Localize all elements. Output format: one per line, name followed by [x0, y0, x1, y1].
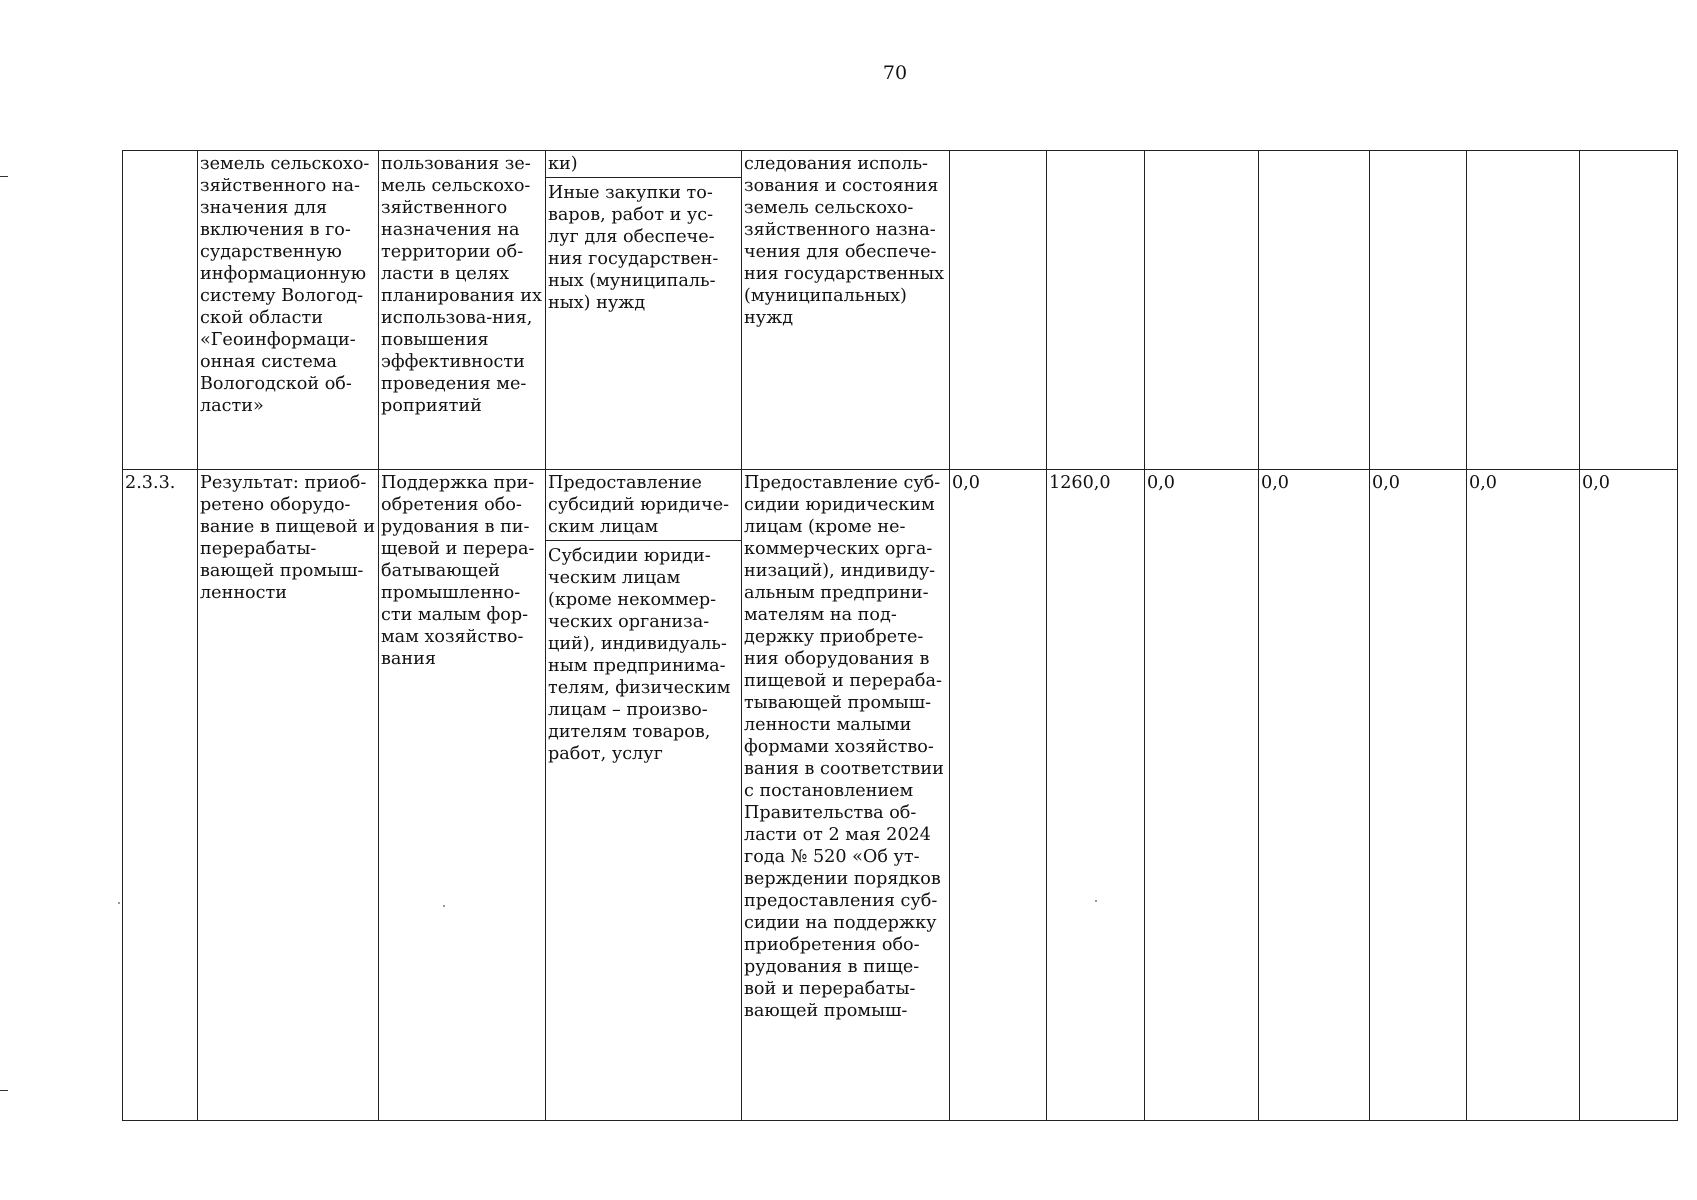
value-cell — [950, 151, 1047, 470]
expense-type-top: ки) — [546, 151, 741, 178]
expense-type-bottom: Иные закупки то-варов, работ и ус-луг для обеспече-ния государствен-ных (муниципаль-ных) нужд — [548, 183, 719, 313]
expense-type-top: Предоставление субсидий юридиче-ским лицам — [546, 470, 741, 541]
value-cell: 0,0 — [1580, 470, 1678, 1121]
program-table — [122, 150, 1678, 1121]
value-cell: 0,0 — [950, 470, 1047, 1121]
value-cell: 0,0 — [1259, 470, 1370, 1121]
value-cell — [1467, 151, 1580, 470]
result-cell: земель сельскохо-зяйственного на-значения для включения в го-сударственную информационную систему Вологод-ской области «Геоинформаци-онная система Вологодской об-ласти» — [198, 151, 379, 470]
value-cell — [1145, 151, 1259, 470]
description-cell: Предоставление суб-сидии юридическим лицам (кроме не-коммерческих орга-низаций), индивиду-альным предприни-мателям на под-держку приобрете-ния оборудования в пищевой и перераба-тывающей промыш-ленности малыми формами хозяйство-вания в соответствии с постановлением Правительства об-ласти от 2 мая 2024 года № 520 «Об ут-верждении порядков предоставления суб-сидии на поддержку приобретения обо-рудования в пище-вой и перерабаты-вающей промыш- — [742, 470, 950, 1121]
expense-type-bottom: Субсидии юриди-ческим лицам (кроме некоммер-ческих организа-ций), индивидуаль-ным предпринима-телям, физическим лицам – произво-дителям товаров, работ, услуг — [548, 546, 731, 764]
expense-type-cell — [546, 470, 742, 1121]
value-cell — [1047, 151, 1145, 470]
value-cell — [1259, 151, 1370, 470]
value-cell: 1260,0 — [1047, 470, 1145, 1121]
scan-speck — [118, 902, 120, 904]
margin-mark-bottom — [0, 1090, 8, 1091]
table-row — [123, 151, 1678, 470]
expense-type-cell — [546, 151, 742, 470]
value-cell — [1580, 151, 1678, 470]
value-cell: 0,0 — [1467, 470, 1580, 1121]
value-cell — [1370, 151, 1467, 470]
row-number-cell — [123, 151, 198, 470]
row-number-cell: 2.3.3. — [123, 470, 198, 1121]
page-number: 70 — [882, 62, 908, 84]
value-cell: 0,0 — [1145, 470, 1259, 1121]
description-cell: следования исполь-зования и состояния земель сельскохо-зяйственного назна-чения для обеспече-ния государственных (муниципальных) нужд — [742, 151, 950, 470]
result-cell: Результат: приоб-ретено оборудо-вание в пищевой и перерабаты-вающей промыш-ленности — [198, 470, 379, 1121]
margin-mark-top — [0, 176, 8, 177]
value-cell: 0,0 — [1370, 470, 1467, 1121]
measure-cell: Поддержка при-обретения обо-рудования в пи-щевой и перера-батывающей промышленно-сти малым фор-мам хозяйство-вания — [379, 470, 546, 1121]
measure-cell: пользования зе-мель сельскохо-зяйственного назначения на территории об-ласти в целях планирования их использова-ния, повышения эффективности проведения ме-роприятий — [379, 151, 546, 470]
table-row — [123, 470, 1678, 1121]
